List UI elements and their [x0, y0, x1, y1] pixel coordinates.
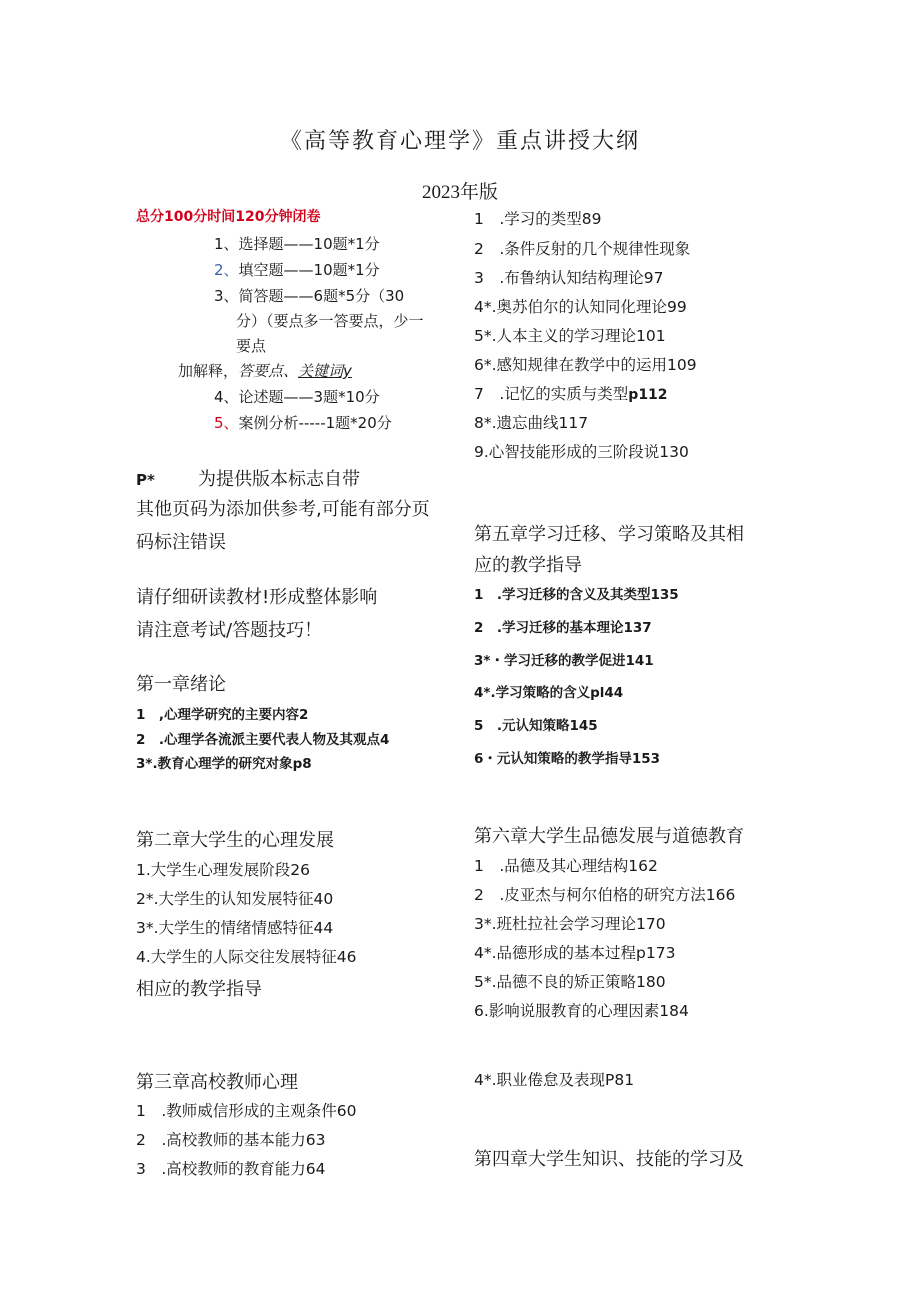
chapter2-item: 4.大学生的人际交往发展特征46	[136, 948, 357, 966]
exam-item-3	[214, 285, 404, 306]
chapter3-title: 第三章高校教师心理	[136, 1072, 298, 1093]
exam-item-num: 3、	[214, 287, 239, 305]
chapter5-item: 2 .学习迁移的基本理论137	[474, 620, 652, 636]
exam-item-3-cont2: 要点	[236, 337, 267, 355]
note-line-4: 请仔细研读教材!形成整体影响	[136, 587, 378, 608]
item7-text: 7 .记忆的实质与类型	[474, 385, 629, 403]
p-mark: P*	[136, 471, 155, 489]
chapter6-item: 3*.班杜拉社会学习理论170	[474, 915, 666, 933]
chapter2-item: 2*.大学生的认知发展特征40	[136, 890, 334, 908]
chapter4-item: 9.心智技能形成的三阶段说130	[474, 443, 689, 461]
chapter4-item: 8*.遗忘曲线117	[474, 414, 589, 432]
exam-heading: 总分100分时间120分钟闭卷	[136, 209, 321, 225]
exam-item-2	[214, 259, 380, 280]
chapter4-title: 第四章大学生知识、技能的学习及	[474, 1149, 744, 1170]
explain-prefix: 加解释，	[178, 362, 239, 380]
exam-item-num: 4、	[214, 388, 239, 406]
chapter2-item: 相应的教学指导	[136, 979, 262, 1000]
chapter6-item: 2 .皮亚杰与柯尔伯格的研究方法166	[474, 886, 736, 904]
chapter1-item: 3*.教育心理学的研究对象p8	[136, 756, 312, 772]
exam-item-5	[214, 412, 392, 433]
document-subtitle: 2023年版	[421, 182, 498, 203]
chapter4-item: 1 .学习的类型89	[474, 210, 602, 228]
chapter4-item: 2 .条件反射的几个规律性现象	[474, 240, 691, 258]
item7-page: p112	[628, 387, 668, 403]
exam-item-num: 1、	[214, 235, 239, 253]
exam-item-text: 选择题——10题*1分	[238, 235, 380, 253]
chapter1-item: 2 .心理学各流派主要代表人物及其观点4	[136, 732, 390, 748]
chapter3-item: 2 .高校教师的基本能力63	[136, 1131, 326, 1149]
chapter1-title: 第一章绪论	[136, 674, 226, 695]
chapter3-item: 3 .高校教师的教育能力64	[136, 1160, 326, 1178]
note-line-3: 码标注错误	[136, 532, 226, 553]
chapter4-item-7	[474, 382, 668, 404]
chapter6-item: 5*.品德不良的矫正策略180	[474, 973, 666, 991]
exam-item-text: 填空题——10题*1分	[238, 261, 380, 279]
chapter5-title-line2: 应的教学指导	[474, 555, 582, 576]
chapter4-item: 3 .布鲁纳认知结构理论97	[474, 269, 664, 287]
exam-item-3-cont: 分）（要点多一答要点，少一	[236, 312, 424, 330]
exam-item-num: 5、	[214, 414, 239, 432]
chapter5-title-line1: 第五章学习迁移、学习策略及其相	[474, 524, 744, 545]
chapter6-item: 4*.品德形成的基本过程p173	[474, 944, 676, 962]
chapter5-item: 3*・学习迁移的教学促进141	[474, 653, 654, 669]
chapter6-item: 1 .品德及其心理结构162	[474, 857, 658, 875]
chapter4-item: 6*.感知规律在教学中的运用109	[474, 356, 697, 374]
exam-item-1	[214, 233, 380, 254]
exam-item-num: 2、	[214, 261, 239, 279]
chapter5-item: 5 .元认知策略145	[474, 718, 598, 734]
explain-key1: 答要点、	[238, 362, 299, 380]
exam-item-4	[214, 386, 380, 407]
chapter3-item: 1 .教师威信形成的主观条件60	[136, 1102, 357, 1120]
chapter4-item: 4*.奥苏伯尔的认知同化理论99	[474, 298, 687, 316]
chapter5-item: 1 .学习迁移的含义及其类型135	[474, 587, 679, 603]
chapter3-cont-item: 4*.职业倦怠及表现P81	[474, 1071, 635, 1089]
note-p-mark-line	[136, 465, 360, 491]
exam-item-text: 论述题——3题*10分	[238, 388, 380, 406]
chapter4-item: 5*.人本主义的学习理论101	[474, 327, 666, 345]
exam-item-text: 案例分析-----1题*20分	[238, 414, 392, 432]
exam-item-text: 简答题——6题*5分（30	[238, 287, 405, 305]
chapter2-title: 第二章大学生的心理发展	[136, 830, 334, 851]
chapter6-item: 6.影响说服教育的心理因素184	[474, 1002, 689, 1020]
chapter5-item: 6・元认知策略的教学指导153	[474, 751, 661, 767]
chapter2-item: 3*.大学生的情绪情感特征44	[136, 919, 334, 937]
note-line-2: 其他页码为添加供参考,可能有部分页	[136, 499, 430, 520]
p-mark-text: 为提供版本标志自带	[198, 469, 360, 490]
explain-key2: 关键词y	[298, 362, 352, 380]
note-line-5: 请注意考试/答题技巧！	[136, 620, 323, 641]
chapter1-item: 1 ,心理学研究的主要内容2	[136, 707, 309, 723]
chapter6-title: 第六章大学生品德发展与道德教育	[474, 826, 744, 847]
document-title: 《高等教育心理学》重点讲授大纲	[279, 129, 640, 154]
chapter5-item: 4*.学习策略的含义pl44	[474, 685, 624, 701]
exam-explain-line	[178, 360, 352, 381]
chapter2-item: 1.大学生心理发展阶段26	[136, 861, 311, 879]
